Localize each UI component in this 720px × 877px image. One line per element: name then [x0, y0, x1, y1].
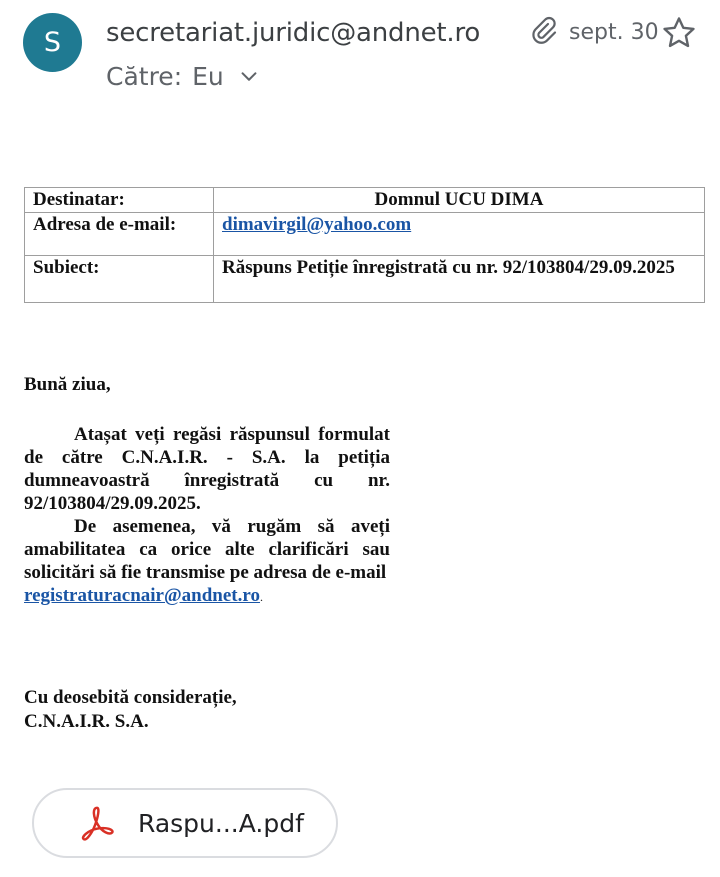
subject-value: Răspuns Petiție înregistrată cu nr. 92/103804/29.09.2025 [214, 256, 705, 303]
to-label: Către: [106, 62, 183, 91]
contact-email-suffix: . [259, 590, 263, 604]
recipient-label: Destinatar: [25, 188, 214, 213]
table-row [25, 213, 705, 256]
contact-email-link[interactable]: registraturacnair@andnet.ro [24, 585, 260, 606]
closing-line: Cu deosebită considerație, [24, 687, 237, 708]
sender-address[interactable]: secretariat.juridic@andnet.ro [106, 18, 481, 48]
email-label: Adresa de e-mail: [25, 213, 214, 256]
paragraph-attachment-note: Atașat veți regăsi răspunsul formulat de către C.N.A.I.R. - S.A. la petiția dumneavoastră înregistrată cu nr. 92/103804/29.09.2025. [24, 424, 390, 514]
pdf-icon [78, 804, 116, 842]
greeting: Bună ziua, [24, 374, 111, 395]
closing-block [24, 686, 237, 734]
recipient-info-table [24, 187, 705, 303]
table-row [25, 188, 705, 213]
contact-email-line [24, 584, 390, 609]
recipient-email-link[interactable]: dimavirgil@yahoo.com [222, 214, 412, 235]
recipients-toggle[interactable] [106, 62, 260, 91]
recipient-value: Domnul UCU DIMA [214, 188, 705, 213]
sender-avatar[interactable] [23, 13, 82, 72]
star-icon[interactable] [661, 15, 697, 51]
email-date: sept. 30 [569, 20, 659, 45]
table-row [25, 256, 705, 303]
paperclip-icon [528, 15, 560, 47]
to-value: Eu [192, 62, 224, 91]
subject-label: Subiect: [25, 256, 214, 303]
message-body [24, 423, 390, 609]
paragraph-contact-note [24, 515, 390, 584]
attachment-chip[interactable] [32, 788, 338, 858]
attachment-filename: Raspu...A.pdf [138, 808, 304, 838]
chevron-down-icon [238, 66, 260, 88]
paragraph-contact-text: De asemenea, vă rugăm să aveți amabilitatea ca orice alte clarificări sau solicitări să fie transmise pe adresa de e-mail [24, 516, 390, 583]
signature: C.N.A.I.R. S.A. [24, 711, 149, 732]
avatar-letter: S [43, 27, 62, 58]
